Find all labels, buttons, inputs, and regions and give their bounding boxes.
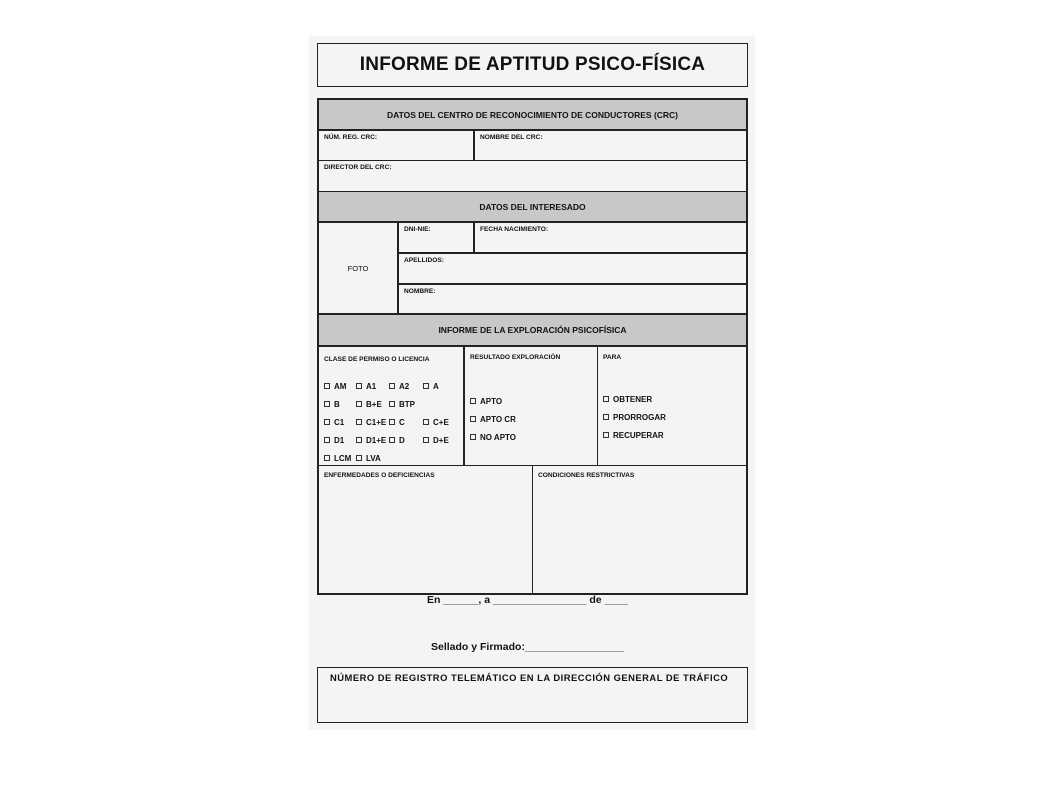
photo-label: FOTO	[347, 263, 369, 273]
clase-permiso-label: CLASE DE PERMISO O LICENCIA	[324, 356, 430, 363]
option-checkbox-c1-e[interactable]: C1+E	[356, 418, 386, 427]
fecha-nacimiento-label: FECHA NACIMIENTO:	[480, 226, 549, 233]
apellidos-field[interactable]	[398, 253, 747, 284]
dni-field[interactable]	[398, 222, 474, 253]
enfermedades-label: ENFERMEDADES O DEFICIENCIAS	[324, 472, 435, 479]
option-checkbox-apto[interactable]: APTO	[470, 397, 502, 406]
clase-permiso-box	[318, 346, 464, 466]
para-box	[597, 346, 747, 466]
option-checkbox-a2[interactable]: A2	[389, 382, 409, 391]
option-checkbox-lva[interactable]: LVA	[356, 454, 381, 463]
option-checkbox-d-e[interactable]: D+E	[423, 436, 449, 445]
option-checkbox-prorrogar[interactable]: PRORROGAR	[603, 413, 666, 422]
nombre-field[interactable]	[398, 284, 747, 314]
option-checkbox-c1[interactable]: C1	[324, 418, 344, 427]
interesado-section-header: DATOS DEL INTERESADO	[318, 191, 747, 222]
option-checkbox-c-e[interactable]: C+E	[423, 418, 449, 427]
option-checkbox-apto-cr[interactable]: APTO CR	[470, 415, 516, 424]
crc-num-reg-field[interactable]	[318, 130, 474, 161]
option-checkbox-obtener[interactable]: OBTENER	[603, 395, 652, 404]
registro-telematico-field[interactable]	[317, 667, 748, 723]
enfermedades-field[interactable]	[318, 465, 533, 594]
crc-director-label: DIRECTOR DEL CRC:	[324, 164, 392, 171]
option-checkbox-a[interactable]: A	[423, 382, 439, 391]
option-checkbox-am[interactable]: AM	[324, 382, 346, 391]
fecha-nacimiento-field[interactable]	[474, 222, 747, 253]
resultado-label: RESULTADO EXPLORACIÓN	[470, 354, 561, 361]
option-checkbox-d1-e[interactable]: D1+E	[356, 436, 386, 445]
para-label: PARA	[603, 354, 622, 361]
option-checkbox-b[interactable]: B	[324, 400, 340, 409]
resultado-box	[464, 346, 598, 466]
option-checkbox-lcm[interactable]: LCM	[324, 454, 351, 463]
signature-line[interactable]: Sellado y Firmado:_________________	[431, 641, 625, 653]
option-checkbox-btp[interactable]: BTP	[389, 400, 415, 409]
crc-section-header: DATOS DEL CENTRO DE RECONOCIMIENTO DE CONDUCTORES (CRC)	[318, 99, 747, 130]
crc-num-reg-label: NÚM. REG. CRC:	[324, 134, 378, 141]
option-checkbox-recuperar[interactable]: RECUPERAR	[603, 431, 664, 440]
dni-label: DNI-NIE:	[404, 226, 431, 233]
registro-telematico-label: NÚMERO DE REGISTRO TELEMÁTICO EN LA DIRECCIÓN GENERAL DE TRÁFICO	[330, 672, 729, 683]
option-checkbox-d1[interactable]: D1	[324, 436, 344, 445]
crc-nombre-label: NOMBRE DEL CRC:	[480, 134, 543, 141]
place-date-line[interactable]: En ______, a ________________ de ____	[427, 594, 628, 606]
crc-director-field[interactable]	[318, 160, 747, 192]
photo-box	[318, 222, 398, 314]
crc-nombre-field[interactable]	[474, 130, 747, 161]
option-checkbox-b-e[interactable]: B+E	[356, 400, 382, 409]
exploracion-section-header: INFORME DE LA EXPLORACIÓN PSICOFÍSICA	[318, 314, 747, 346]
apellidos-label: APELLIDOS:	[404, 257, 444, 264]
option-checkbox-d[interactable]: D	[389, 436, 405, 445]
condiciones-field[interactable]	[532, 465, 747, 594]
option-checkbox-no-apto[interactable]: NO APTO	[470, 433, 516, 442]
nombre-label: NOMBRE:	[404, 288, 436, 295]
condiciones-label: CONDICIONES RESTRICTIVAS	[538, 472, 635, 479]
option-checkbox-c[interactable]: C	[389, 418, 405, 427]
form-title: INFORME DE APTITUD PSICO-FÍSICA	[317, 43, 748, 87]
option-checkbox-a1[interactable]: A1	[356, 382, 376, 391]
